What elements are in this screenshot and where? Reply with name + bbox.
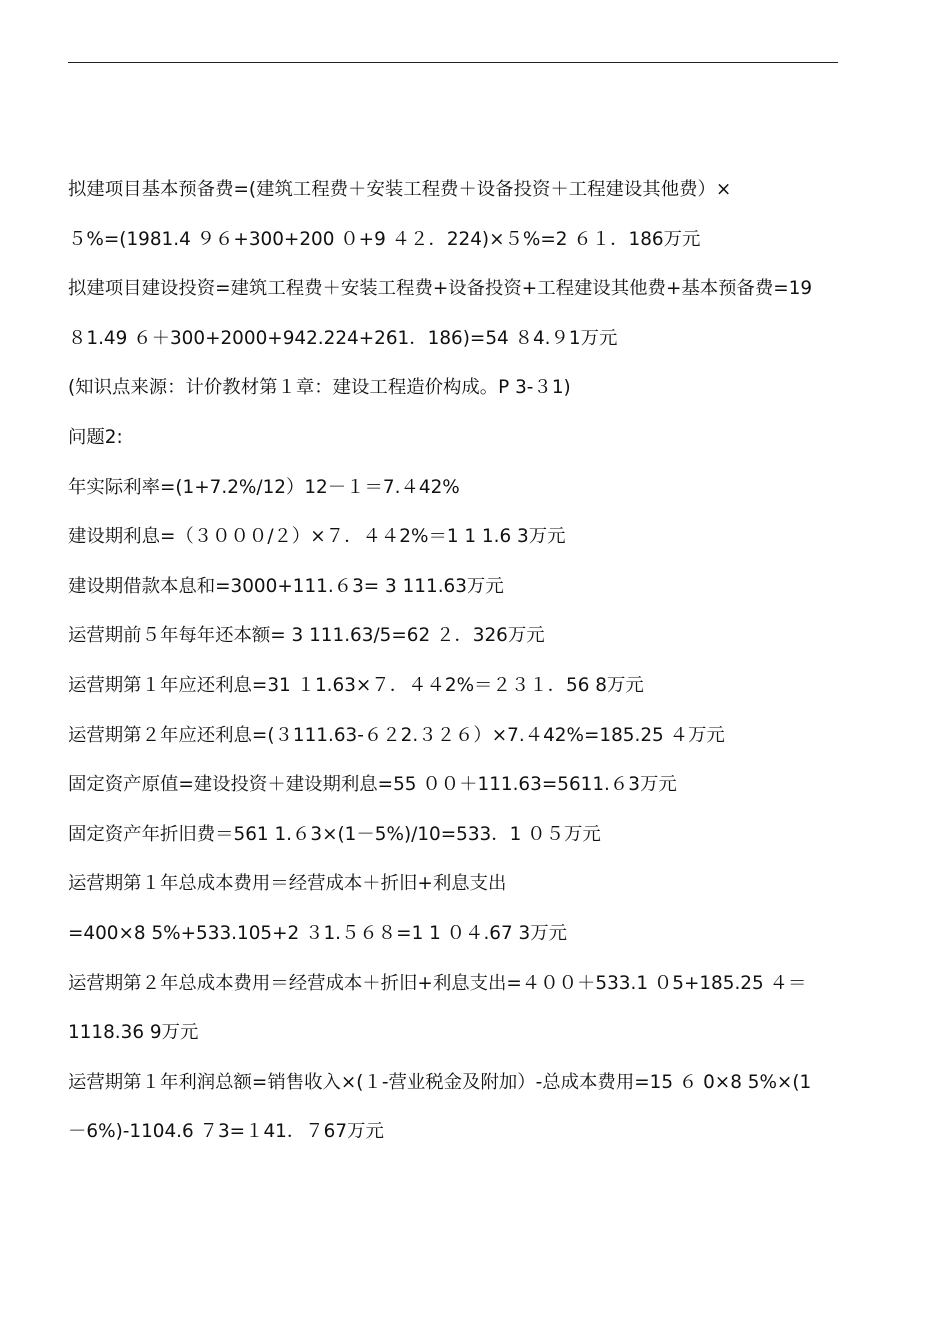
text-line: 固定资产原值=建设投资＋建设期利息=55 ００＋111.63=5611.６3万元 [68, 774, 677, 796]
text-line: 年实际利率=(1+7.2%/12）12－１＝7.４42% [68, 476, 460, 498]
text-line: 问题2: [68, 426, 123, 448]
text-line: 建设期利息=（３０００/２）×７．４４2%＝1 1 1.6 3万元 [68, 526, 566, 548]
text-line: =400×8 5%+533.105+2 ３1.５６８=1 1 ０４.67 3万元 [68, 922, 568, 944]
text-line: (知识点来源：计价教材第１章：建设工程造价构成。P 3-３1) [68, 377, 571, 399]
text-line: 运营期第１年利润总额=销售收入×(１-营业税金及附加）-总成本费用=15 ６ 0×8 5%×(1 [68, 1071, 812, 1093]
text-line: 拟建项目基本预备费=(建筑工程费＋安装工程费＋设备投资＋工程建设其他费）× [68, 179, 732, 200]
text-line: 运营期第１年总成本费用＝经营成本＋折旧+利息支出 [68, 873, 507, 895]
text-line: 运营期前５年每年还本额= 3 111.63/5=62 ２．326万元 [68, 625, 545, 647]
text-line: 运营期第１年应还利息=31 １1.63×７．４４2%＝２３１．56 8万元 [68, 674, 644, 696]
text-line: 运营期第２年应还利息=(３111.63-６２2.３２６）×7.４42%=185.25 ４万元 [68, 724, 725, 746]
text-line: 固定资产年折旧费＝561 1.６3×(1－5%)/10=533．1 ０５万元 [68, 823, 601, 845]
header-rule [68, 62, 838, 63]
text-line: 拟建项目建设投资=建筑工程费＋安装工程费+设备投资+工程建设其他费+基本预备费=19 [68, 278, 813, 300]
text-line: ５%=(1981.4 ９６+300+200 ０+9 ４２．224)×５%=2 ６１．186万元 [68, 228, 701, 250]
text-line: 1118.36 9万元 [68, 1022, 199, 1044]
document-body [68, 165, 843, 1157]
text-line: 建设期借款本息和=3000+111.６3= 3 111.63万元 [68, 575, 504, 597]
text-line: 运营期第２年总成本费用＝经营成本＋折旧+利息支出=４００＋533.1 ０5+185.25 ４＝ [68, 972, 807, 994]
text-line: ８1.49 ６＋300+2000+942.224+261．186)=54 ８4.９1万元 [68, 327, 618, 349]
text-line: －6%)-1104.6 ７3=１41．７67万元 [68, 1121, 384, 1143]
